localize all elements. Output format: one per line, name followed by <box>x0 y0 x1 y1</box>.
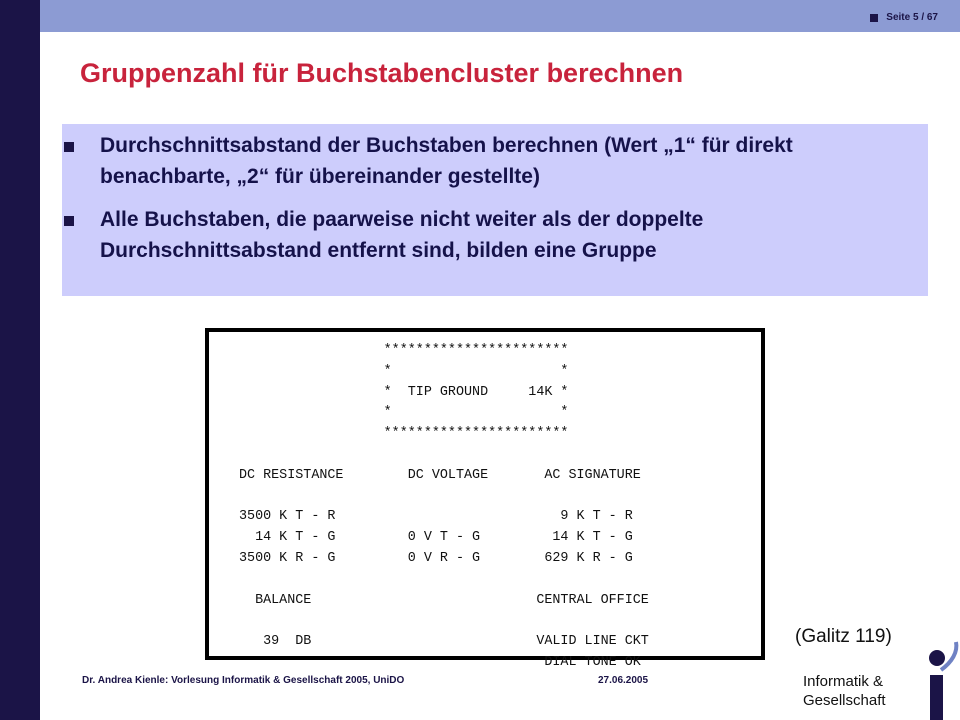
terminal-screen-figure <box>205 328 765 670</box>
bullet-text-1: Durchschnittsabstand der Buchstaben berechnen (Wert „1“ für direkt benachbarte, „2“ für übereinander gestellte) <box>100 134 793 188</box>
brand-line-2: Gesellschaft <box>803 692 886 709</box>
page-counter <box>870 12 938 23</box>
footer-date: 27.06.2005 <box>598 675 649 686</box>
top-header-band <box>40 0 960 32</box>
slide-title: Gruppenzahl für Buchstabencluster berechnen <box>80 58 684 88</box>
page-counter-text: Seite 5 / 67 <box>886 12 938 23</box>
left-sidebar-bar <box>0 0 40 720</box>
citation: (Galitz 119) <box>795 626 892 647</box>
square-bullet-icon <box>64 216 74 226</box>
square-marker-icon <box>870 14 878 22</box>
bullet-text-2: Alle Buchstaben, die paarweise nicht weiter als der doppelte Durchschnittsabstand entfernt sind, bilden eine Gruppe <box>100 208 704 262</box>
terminal-text: *********************** * * * TIP GROUND 14K * * * *********************** DC RESISTANCE DC VOLTAGE AC SIGNATURE 3500 K T - R 9 K T - R 14 K T - G 0 V T - G 14 K T - G 3500 K R - G 0 V R - G 629 K R - G BALANCE CENTRAL OFFICE 39 DB VALID LINE CKT DIAL TONE OK <box>239 343 649 670</box>
brand-line-1: Informatik & <box>803 673 884 690</box>
brand-text <box>803 672 886 710</box>
i-logo-icon <box>920 640 960 720</box>
square-bullet-icon <box>64 142 74 152</box>
footer-author-line: Dr. Andrea Kienle: Vorlesung Informatik & Gesellschaft 2005, UniDO <box>82 675 405 686</box>
bullet-box <box>62 124 928 296</box>
